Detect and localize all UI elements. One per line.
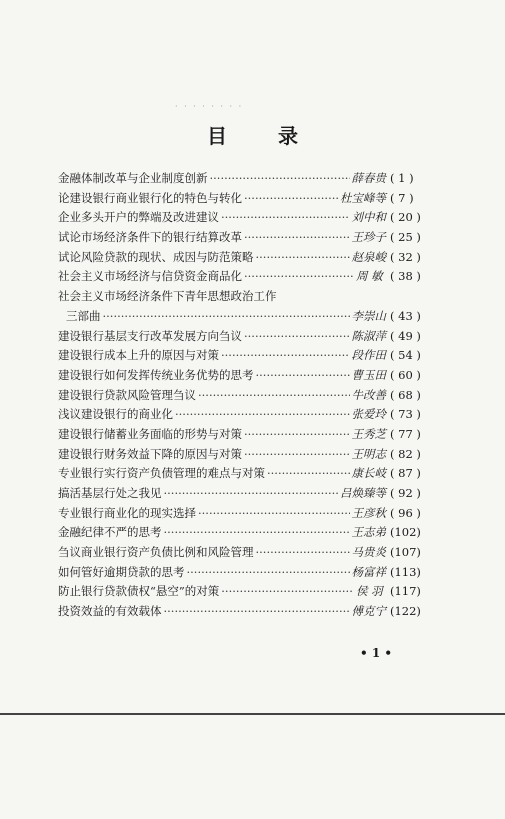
leader-dots — [244, 329, 350, 343]
toc-entry[interactable] — [58, 406, 438, 426]
toc-entry[interactable] — [58, 170, 438, 190]
entry-title: 建设银行贷款风险管理刍议 — [58, 387, 196, 402]
entry-author: 王珍子 — [351, 230, 386, 245]
entry-page: ( 92 ) — [390, 486, 421, 500]
leader-dots — [210, 171, 350, 185]
toc-entry[interactable] — [58, 544, 438, 564]
entry-page: ( 82 ) — [390, 446, 421, 461]
toc-entry[interactable] — [58, 485, 438, 505]
entry-author: 李崇山 — [351, 308, 386, 323]
entry-page: ( 1 ) — [390, 171, 414, 185]
leader-dots — [198, 388, 350, 402]
toc-entry[interactable] — [58, 328, 438, 348]
entry-page: ( 68 ) — [390, 387, 421, 402]
leader-dots — [175, 407, 350, 421]
toc-entry[interactable] — [58, 209, 438, 229]
entry-title: 防止银行贷款债权“悬空”的对策 — [58, 584, 220, 599]
entry-title: 企业多头开户的弊端及改进建议 — [58, 210, 219, 225]
entry-author: 王秀芝 — [351, 426, 386, 441]
entry-author: 刘中和 — [351, 210, 386, 225]
entry-title: 金融体制改革与企业制度创新 — [58, 171, 208, 185]
entry-page: ( 20 ) — [390, 210, 421, 225]
leader-dots — [164, 525, 350, 539]
leader-dots — [198, 506, 350, 520]
toc-entry[interactable] — [58, 387, 438, 407]
entry-title: 建设银行储蓄业务面临的形势与对策 — [58, 426, 242, 441]
entry-page: ( 54 ) — [390, 348, 421, 363]
entry-title: 刍议商业银行资产负债比例和风险管理 — [58, 545, 254, 560]
entry-page: ( 7 ) — [390, 190, 414, 205]
entry-title: 金融纪律不严的思考 — [58, 525, 162, 540]
entry-title: 试论市场经济条件下的银行结算改革 — [58, 230, 242, 245]
entry-page: ( 87 ) — [390, 466, 421, 481]
entry-page: (113) — [390, 564, 421, 579]
entry-page: ( 49 ) — [390, 328, 421, 343]
entry-page: ( 77 ) — [390, 426, 421, 441]
entry-author: 曹玉田 — [351, 367, 386, 382]
entry-page: ( 73 ) — [390, 407, 421, 422]
entry-author: 段作田 — [351, 348, 386, 363]
leader-dots — [187, 565, 350, 579]
entry-title: 试论风险贷款的现状、成因与防范策略 — [58, 249, 254, 264]
leader-dots — [244, 269, 354, 283]
entry-author: 王明志 — [351, 446, 386, 461]
entry-author: 侯 羽 — [356, 584, 383, 599]
toc-entry[interactable] — [58, 465, 438, 485]
toc-entry-first-line[interactable] — [58, 288, 438, 308]
toc-entry[interactable] — [58, 505, 438, 525]
toc-entry[interactable] — [58, 249, 438, 269]
entry-title: 专业银行商业化的现实选择 — [58, 505, 196, 520]
toc-entry[interactable] — [58, 347, 438, 367]
entry-author: 赵泉峻 — [351, 249, 386, 264]
leader-dots — [256, 545, 350, 559]
toc-entry[interactable] — [58, 564, 438, 584]
toc-entry[interactable] — [58, 190, 438, 210]
entry-title: 建设银行基层支行改革发展方向刍议 — [58, 328, 242, 343]
scan-smudge: · · · · · · · · — [175, 102, 244, 111]
leader-dots — [164, 486, 339, 500]
entry-page: ( 32 ) — [390, 249, 421, 264]
entry-page: (122) — [390, 604, 421, 619]
entry-author: 陈淑萍 — [351, 328, 386, 343]
leader-dots — [244, 191, 338, 205]
entry-author: 王志弟 — [351, 525, 386, 540]
entry-author: 马贵炎 — [351, 545, 386, 560]
entry-page: ( 96 ) — [390, 505, 421, 520]
leader-dots — [256, 250, 350, 264]
entry-page: (102) — [390, 525, 421, 540]
toc-entry[interactable] — [58, 268, 438, 288]
entry-title: 专业银行实行资产负债管理的难点与对策 — [58, 466, 265, 481]
leader-dots — [221, 584, 354, 598]
entry-title: 如何管好逾期贷款的思考 — [58, 564, 185, 579]
entry-title: 社会主义市场经济条件下青年思想政治工作 — [58, 289, 277, 304]
entry-author: 薛春贵 — [351, 171, 386, 185]
entry-author: 杜宝峰等 — [340, 190, 386, 205]
entry-author: 杨富祥 — [351, 564, 386, 579]
entry-title: 搞活基层行处之我见 — [58, 486, 162, 500]
entry-title: 论建设银行商业银行化的特色与转化 — [58, 190, 242, 205]
entry-page: ( 43 ) — [390, 308, 421, 323]
entry-author: 吕焕臻等 — [340, 486, 386, 500]
entry-author: 康长岐 — [351, 466, 386, 481]
toc-entry[interactable] — [58, 603, 438, 623]
entry-title: 建设银行成本上升的原因与对策 — [58, 348, 219, 363]
entry-author: 张爱玲 — [351, 407, 386, 422]
entry-title: 建设银行如何发挥传统业务优势的思考 — [58, 367, 254, 382]
entry-author: 周 敏 — [356, 269, 383, 284]
toc-entry[interactable] — [58, 524, 438, 544]
entry-title: 三部曲 — [66, 308, 101, 323]
leader-dots — [103, 309, 350, 323]
entry-author: 傅克宁 — [351, 604, 386, 619]
leader-dots — [267, 466, 350, 480]
entry-title: 社会主义市场经济与信贷资金商品化 — [58, 269, 242, 284]
entry-title: 投资效益的有效载体 — [58, 604, 162, 619]
entry-page: ( 60 ) — [390, 367, 421, 382]
toc-entry[interactable] — [58, 229, 438, 249]
page-title: 目 录 — [207, 124, 320, 148]
toc-entry[interactable] — [58, 446, 438, 466]
bottom-rule — [0, 713, 505, 715]
leader-dots — [256, 368, 350, 382]
leader-dots — [221, 348, 350, 362]
toc-entry[interactable] — [58, 583, 438, 603]
leader-dots — [244, 427, 350, 441]
toc-entry[interactable] — [58, 367, 438, 387]
leader-dots — [221, 210, 350, 224]
leader-dots — [164, 604, 350, 618]
leader-dots — [244, 447, 350, 461]
entry-title: 浅议建设银行的商业化 — [58, 407, 173, 422]
page-number: • 1 • — [360, 646, 393, 660]
leader-dots — [244, 230, 350, 244]
table-of-contents — [58, 170, 438, 623]
entry-title: 建设银行财务效益下降的原因与对策 — [58, 446, 242, 461]
toc-entry-continuation[interactable] — [58, 308, 438, 328]
entry-page: ( 25 ) — [390, 230, 421, 245]
entry-author: 牛改善 — [351, 387, 386, 402]
entry-page: ( 38 ) — [390, 269, 421, 284]
toc-entry[interactable] — [58, 426, 438, 446]
entry-page: (117) — [390, 584, 421, 599]
entry-author: 王彦秋 — [351, 505, 386, 520]
entry-page: (107) — [390, 545, 421, 560]
